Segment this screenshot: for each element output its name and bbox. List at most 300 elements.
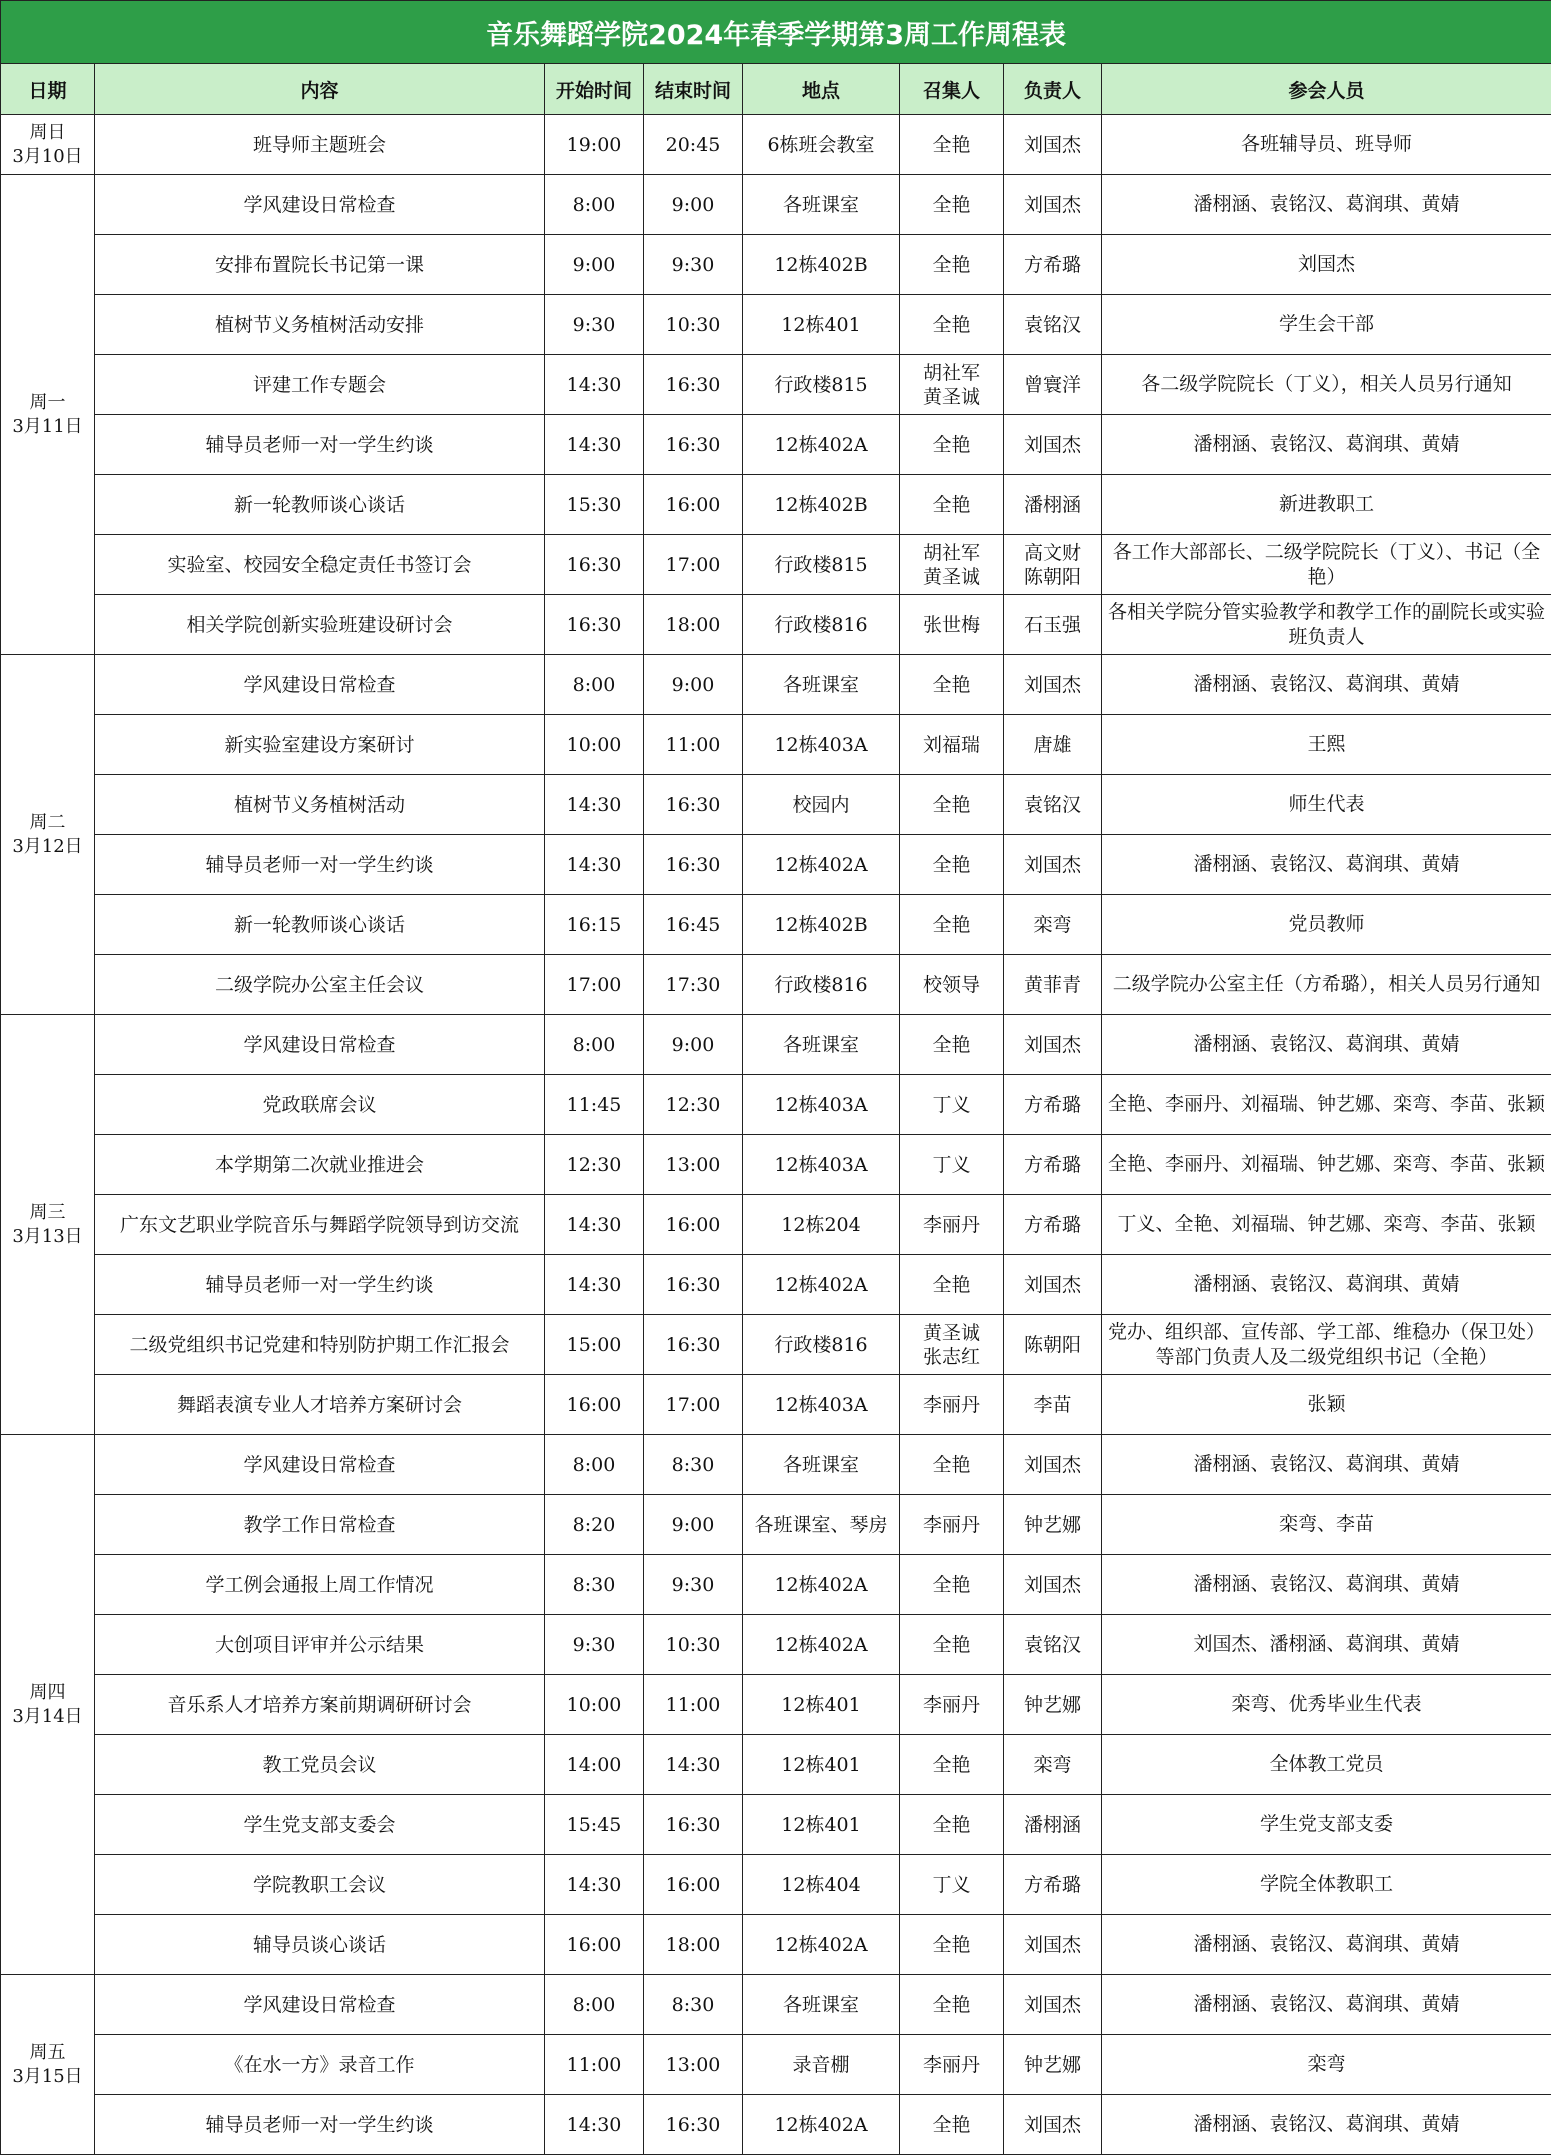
convener-cell [900,355,1004,415]
content-cell: 相关学院创新实验班建设研讨会 [95,595,545,655]
lead-cell [1004,1195,1102,1255]
lead-cell [1004,1135,1102,1195]
content-cell: 辅导员老师一对一学生约谈 [95,2095,545,2155]
day-cell [1,1015,95,1435]
content-cell: 学风建设日常检查 [95,1015,545,1075]
content-cell: 辅导员老师一对一学生约谈 [95,1255,545,1315]
lead-cell [1004,235,1102,295]
end-time-cell: 16:30 [644,835,743,895]
attendees-cell: 潘栩涵、袁铭汉、葛润琪、黄婧 [1102,1975,1551,2035]
location-cell: 12栋401 [743,1795,900,1855]
header-start-time: 开始时间 [545,64,644,115]
convener-name: 全艳 [932,673,971,696]
attendees-cell: 潘栩涵、袁铭汉、葛润琪、黄婧 [1102,655,1551,715]
location-cell: 12栋402A [743,1255,900,1315]
table-row [1,2035,1551,2095]
lead-cell [1004,175,1102,235]
location-cell: 12栋401 [743,1735,900,1795]
attendees-cell: 党员教师 [1102,895,1551,955]
end-time-cell: 14:30 [644,1735,743,1795]
end-time-cell: 16:00 [644,1195,743,1255]
lead-name: 栾弯 [1033,1753,1072,1776]
convener-cell [900,535,1004,595]
table-row [1,1975,1551,2035]
start-time-cell: 9:30 [545,1615,644,1675]
end-time-cell: 8:30 [644,1975,743,2035]
convener-cell [900,1495,1004,1555]
lead-cell [1004,955,1102,1015]
lead-cell [1004,595,1102,655]
content-cell: 二级党组织书记党建和特别防护期工作汇报会 [95,1315,545,1375]
header-date: 日期 [1,64,95,115]
table-row [1,1795,1551,1855]
start-time-cell: 14:30 [545,835,644,895]
convener-cell [900,715,1004,775]
lead-name: 方希璐 [1023,1213,1081,1236]
lead-cell [1004,1555,1102,1615]
convener-cell [900,1555,1004,1615]
weekday-label: 周三 [29,1201,66,1223]
convener-cell [900,1195,1004,1255]
end-time-cell: 10:30 [644,295,743,355]
content-cell: 党政联席会议 [95,1075,545,1135]
location-cell: 录音棚 [743,2035,900,2095]
convener-name: 全艳 [932,493,971,516]
attendees-cell: 潘栩涵、袁铭汉、葛润琪、黄婧 [1102,1255,1551,1315]
start-time-cell: 16:15 [545,895,644,955]
table-row [1,715,1551,775]
date-label: 3月12日 [12,835,83,857]
lead-cell [1004,655,1102,715]
convener-cell [900,1675,1004,1735]
start-time-cell: 17:00 [545,955,644,1015]
convener-name: 全艳 [932,433,971,456]
convener-name: 李丽丹 [922,1213,980,1236]
convener-cell [900,835,1004,895]
convener-cell [900,895,1004,955]
content-cell: 辅导员老师一对一学生约谈 [95,415,545,475]
lead-name: 方希璐 [1023,253,1081,276]
table-row [1,1555,1551,1615]
start-time-cell: 11:00 [545,2035,644,2095]
table-row [1,1915,1551,1975]
attendees-cell: 丁义、全艳、刘福瑞、钟艺娜、栾弯、李苗、张颖 [1102,1195,1551,1255]
start-time-cell: 14:30 [545,775,644,835]
start-time-cell: 19:00 [545,115,644,175]
attendees-cell: 栾弯、李苗 [1102,1495,1551,1555]
content-cell: 教工党员会议 [95,1735,545,1795]
end-time-cell: 16:30 [644,1255,743,1315]
lead-name: 刘国杰 [1023,2113,1081,2136]
start-time-cell: 15:45 [545,1795,644,1855]
header-end-time: 结束时间 [644,64,743,115]
convener-name: 全艳 [932,1813,971,1836]
convener-cell [900,1015,1004,1075]
lead-cell [1004,1675,1102,1735]
page-title: 音乐舞蹈学院2024年春季学期第3周工作周程表 [1,1,1551,64]
start-time-cell: 14:30 [545,2095,644,2155]
convener-name: 黄圣诚 [922,385,980,408]
table-row [1,1435,1551,1495]
convener-name: 校领导 [922,973,980,996]
table-row [1,415,1551,475]
start-time-cell: 15:00 [545,1315,644,1375]
content-cell: 音乐系人才培养方案前期调研研讨会 [95,1675,545,1735]
table-row [1,595,1551,655]
attendees-cell: 刘国杰、潘栩涵、葛润琪、黄婧 [1102,1615,1551,1675]
content-cell: 实验室、校园安全稳定责任书签订会 [95,535,545,595]
convener-cell [900,1255,1004,1315]
location-cell: 各班课室 [743,175,900,235]
day-cell [1,1975,95,2155]
location-cell: 12栋402A [743,1615,900,1675]
convener-name: 李丽丹 [922,2053,980,2076]
end-time-cell: 11:00 [644,715,743,775]
convener-cell [900,1135,1004,1195]
lead-name: 刘国杰 [1023,1033,1081,1056]
day-cell [1,655,95,1015]
lead-name: 钟艺娜 [1023,1693,1081,1716]
location-cell: 12栋401 [743,295,900,355]
attendees-cell: 潘栩涵、袁铭汉、葛润琪、黄婧 [1102,1015,1551,1075]
schedule-body [1,115,1551,2155]
start-time-cell: 16:30 [545,535,644,595]
table-row [1,1135,1551,1195]
location-cell: 12栋402A [743,415,900,475]
convener-name: 全艳 [932,1753,971,1776]
attendees-cell: 全体教工党员 [1102,1735,1551,1795]
convener-name: 全艳 [932,133,971,156]
attendees-cell: 各二级学院院长（丁义），相关人员另行通知 [1102,355,1551,415]
content-cell: 学风建设日常检查 [95,1435,545,1495]
header-content: 内容 [95,64,545,115]
location-cell: 6栋班会教室 [743,115,900,175]
convener-name: 全艳 [932,313,971,336]
end-time-cell: 16:30 [644,775,743,835]
lead-cell [1004,115,1102,175]
start-time-cell: 16:00 [545,1915,644,1975]
table-row [1,1315,1551,1375]
attendees-cell: 潘栩涵、袁铭汉、葛润琪、黄婧 [1102,175,1551,235]
end-time-cell: 16:00 [644,1855,743,1915]
attendees-cell: 二级学院办公室主任（方希璐），相关人员另行通知 [1102,955,1551,1015]
date-label: 3月14日 [12,1705,83,1727]
day-cell [1,175,95,655]
content-cell: 舞蹈表演专业人才培养方案研讨会 [95,1375,545,1435]
table-row [1,1495,1551,1555]
lead-name: 潘栩涵 [1023,1813,1081,1836]
convener-name: 全艳 [932,2113,971,2136]
end-time-cell: 9:30 [644,235,743,295]
end-time-cell: 16:00 [644,475,743,535]
end-time-cell: 16:45 [644,895,743,955]
convener-name: 丁义 [932,1873,971,1896]
lead-cell [1004,1915,1102,1975]
lead-name: 袁铭汉 [1023,1633,1081,1656]
attendees-cell: 潘栩涵、袁铭汉、葛润琪、黄婧 [1102,1435,1551,1495]
location-cell: 行政楼815 [743,355,900,415]
lead-name: 钟艺娜 [1023,1513,1081,1536]
convener-cell [900,1315,1004,1375]
lead-cell [1004,1795,1102,1855]
attendees-cell: 各班辅导员、班导师 [1102,115,1551,175]
header-location: 地点 [743,64,900,115]
convener-name: 胡社军 [922,541,980,564]
attendees-cell: 刘国杰 [1102,235,1551,295]
location-cell: 行政楼816 [743,595,900,655]
lead-cell [1004,775,1102,835]
lead-cell [1004,1735,1102,1795]
day-cell [1,115,95,175]
header-convener: 召集人 [900,64,1004,115]
convener-cell [900,1855,1004,1915]
header-lead: 负责人 [1004,64,1102,115]
convener-name: 丁义 [932,1093,971,1116]
end-time-cell: 17:30 [644,955,743,1015]
table-row [1,1255,1551,1315]
convener-cell [900,1915,1004,1975]
lead-name: 唐雄 [1033,733,1072,756]
lead-cell [1004,475,1102,535]
location-cell: 12栋403A [743,1075,900,1135]
attendees-cell: 党办、组织部、宣传部、学工部、维稳办（保卫处）等部门负责人及二级党组织书记（全艳） [1102,1315,1551,1375]
table-row [1,1615,1551,1675]
attendees-cell: 王熙 [1102,715,1551,775]
convener-cell [900,1615,1004,1675]
weekday-label: 周五 [29,2041,66,2063]
weekday-label: 周四 [29,1681,66,1703]
location-cell: 12栋404 [743,1855,900,1915]
attendees-cell: 学生党支部支委 [1102,1795,1551,1855]
convener-cell [900,1795,1004,1855]
attendees-cell: 潘栩涵、袁铭汉、葛润琪、黄婧 [1102,1915,1551,1975]
convener-cell [900,1075,1004,1135]
location-cell: 12栋402A [743,1555,900,1615]
convener-name: 全艳 [932,793,971,816]
table-row [1,355,1551,415]
convener-name: 全艳 [932,1453,971,1476]
convener-name: 全艳 [932,1933,971,1956]
convener-cell [900,655,1004,715]
lead-name: 潘栩涵 [1023,493,1081,516]
lead-name: 刘国杰 [1023,673,1081,696]
lead-cell [1004,415,1102,475]
lead-cell [1004,1315,1102,1375]
start-time-cell: 8:20 [545,1495,644,1555]
attendees-cell: 新进教职工 [1102,475,1551,535]
end-time-cell: 11:00 [644,1675,743,1735]
location-cell: 12栋402B [743,475,900,535]
end-time-cell: 16:30 [644,415,743,475]
end-time-cell: 9:30 [644,1555,743,1615]
lead-name: 刘国杰 [1023,133,1081,156]
start-time-cell: 11:45 [545,1075,644,1135]
convener-name: 全艳 [932,1573,971,1596]
location-cell: 12栋204 [743,1195,900,1255]
end-time-cell: 18:00 [644,1915,743,1975]
convener-cell [900,175,1004,235]
start-time-cell: 8:00 [545,175,644,235]
location-cell: 12栋403A [743,715,900,775]
location-cell: 12栋402B [743,895,900,955]
content-cell: 学院教职工会议 [95,1855,545,1915]
location-cell: 各班课室、琴房 [743,1495,900,1555]
lead-cell [1004,1975,1102,2035]
location-cell: 12栋403A [743,1375,900,1435]
convener-name: 张世梅 [922,613,980,636]
end-time-cell: 17:00 [644,535,743,595]
end-time-cell: 18:00 [644,595,743,655]
lead-name: 高文财 [1023,541,1081,564]
start-time-cell: 14:30 [545,1255,644,1315]
content-cell: 班导师主题班会 [95,115,545,175]
attendees-cell: 全艳、李丽丹、刘福瑞、钟艺娜、栾弯、李苗、张颖 [1102,1135,1551,1195]
convener-cell [900,475,1004,535]
table-row [1,955,1551,1015]
content-cell: 学风建设日常检查 [95,1975,545,2035]
convener-name: 全艳 [932,193,971,216]
content-cell: 学风建设日常检查 [95,175,545,235]
lead-name: 刘国杰 [1023,1573,1081,1596]
convener-name: 黄圣诚 [922,565,980,588]
convener-name: 黄圣诚 [922,1321,980,1344]
content-cell: 新一轮教师谈心谈话 [95,475,545,535]
lead-name: 李苗 [1033,1393,1072,1416]
lead-cell [1004,1075,1102,1135]
start-time-cell: 14:30 [545,355,644,415]
table-row [1,895,1551,955]
lead-cell [1004,715,1102,775]
attendees-cell: 学生会干部 [1102,295,1551,355]
date-label: 3月11日 [12,415,83,437]
convener-cell [900,1735,1004,1795]
convener-name: 张志红 [922,1345,980,1368]
location-cell: 各班课室 [743,1975,900,2035]
table-row [1,1735,1551,1795]
table-row [1,1855,1551,1915]
lead-name: 刘国杰 [1023,1993,1081,2016]
start-time-cell: 8:00 [545,1975,644,2035]
end-time-cell: 9:00 [644,1015,743,1075]
convener-cell [900,415,1004,475]
convener-cell [900,1435,1004,1495]
start-time-cell: 14:30 [545,1855,644,1915]
lead-cell [1004,1435,1102,1495]
table-row [1,775,1551,835]
lead-name: 栾弯 [1033,913,1072,936]
convener-name: 全艳 [932,1633,971,1656]
lead-cell [1004,2035,1102,2095]
lead-cell [1004,2095,1102,2155]
convener-cell [900,955,1004,1015]
location-cell: 12栋403A [743,1135,900,1195]
start-time-cell: 15:30 [545,475,644,535]
lead-cell [1004,895,1102,955]
lead-cell [1004,1255,1102,1315]
end-time-cell: 13:00 [644,2035,743,2095]
lead-name: 刘国杰 [1023,433,1081,456]
start-time-cell: 8:00 [545,1015,644,1075]
convener-cell [900,1975,1004,2035]
table-row [1,1015,1551,1075]
start-time-cell: 8:30 [545,1555,644,1615]
lead-name: 钟艺娜 [1023,2053,1081,2076]
content-cell: 辅导员谈心谈话 [95,1915,545,1975]
location-cell: 校园内 [743,775,900,835]
start-time-cell: 8:00 [545,1435,644,1495]
convener-name: 刘福瑞 [922,733,980,756]
location-cell: 行政楼816 [743,955,900,1015]
end-time-cell: 16:30 [644,1315,743,1375]
location-cell: 12栋402B [743,235,900,295]
table-row [1,1675,1551,1735]
start-time-cell: 16:30 [545,595,644,655]
lead-cell [1004,1495,1102,1555]
convener-name: 全艳 [932,853,971,876]
date-label: 3月13日 [12,1225,83,1247]
content-cell: 学生党支部支委会 [95,1795,545,1855]
lead-name: 刘国杰 [1023,1933,1081,1956]
lead-name: 石玉强 [1023,613,1081,636]
convener-name: 李丽丹 [922,1393,980,1416]
end-time-cell: 16:30 [644,2095,743,2155]
table-row [1,1195,1551,1255]
attendees-cell: 栾弯、优秀毕业生代表 [1102,1675,1551,1735]
convener-name: 李丽丹 [922,1513,980,1536]
content-cell: 学工例会通报上周工作情况 [95,1555,545,1615]
convener-cell [900,295,1004,355]
attendees-cell: 潘栩涵、袁铭汉、葛润琪、黄婧 [1102,1555,1551,1615]
end-time-cell: 9:00 [644,175,743,235]
end-time-cell: 8:30 [644,1435,743,1495]
content-cell: 教学工作日常检查 [95,1495,545,1555]
content-cell: 新实验室建设方案研讨 [95,715,545,775]
lead-cell [1004,295,1102,355]
convener-cell [900,115,1004,175]
convener-name: 全艳 [932,913,971,936]
date-label: 3月15日 [12,2065,83,2087]
content-cell: 植树节义务植树活动安排 [95,295,545,355]
end-time-cell: 12:30 [644,1075,743,1135]
lead-name: 刘国杰 [1023,853,1081,876]
content-cell: 安排布置院长书记第一课 [95,235,545,295]
content-cell: 本学期第二次就业推进会 [95,1135,545,1195]
header-attendees: 参会人员 [1102,64,1551,115]
table-row [1,115,1551,175]
attendees-cell: 全艳、李丽丹、刘福瑞、钟艺娜、栾弯、李苗、张颖 [1102,1075,1551,1135]
lead-name: 陈朝阳 [1023,1333,1081,1356]
lead-name: 黄菲青 [1023,973,1081,996]
end-time-cell: 9:00 [644,655,743,715]
convener-name: 丁义 [932,1153,971,1176]
start-time-cell: 14:00 [545,1735,644,1795]
weekday-label: 周一 [29,391,66,413]
convener-cell [900,1375,1004,1435]
location-cell: 12栋401 [743,1675,900,1735]
content-cell: 学风建设日常检查 [95,655,545,715]
start-time-cell: 10:00 [545,715,644,775]
location-cell: 12栋402A [743,835,900,895]
weekday-label: 周二 [29,811,66,833]
day-cell [1,1435,95,1975]
location-cell: 各班课室 [743,1015,900,1075]
lead-cell [1004,1375,1102,1435]
lead-cell [1004,1015,1102,1075]
attendees-cell: 潘栩涵、袁铭汉、葛润琪、黄婧 [1102,415,1551,475]
lead-name: 方希璐 [1023,1093,1081,1116]
lead-name: 方希璐 [1023,1153,1081,1176]
lead-name: 曾寰洋 [1023,373,1081,396]
